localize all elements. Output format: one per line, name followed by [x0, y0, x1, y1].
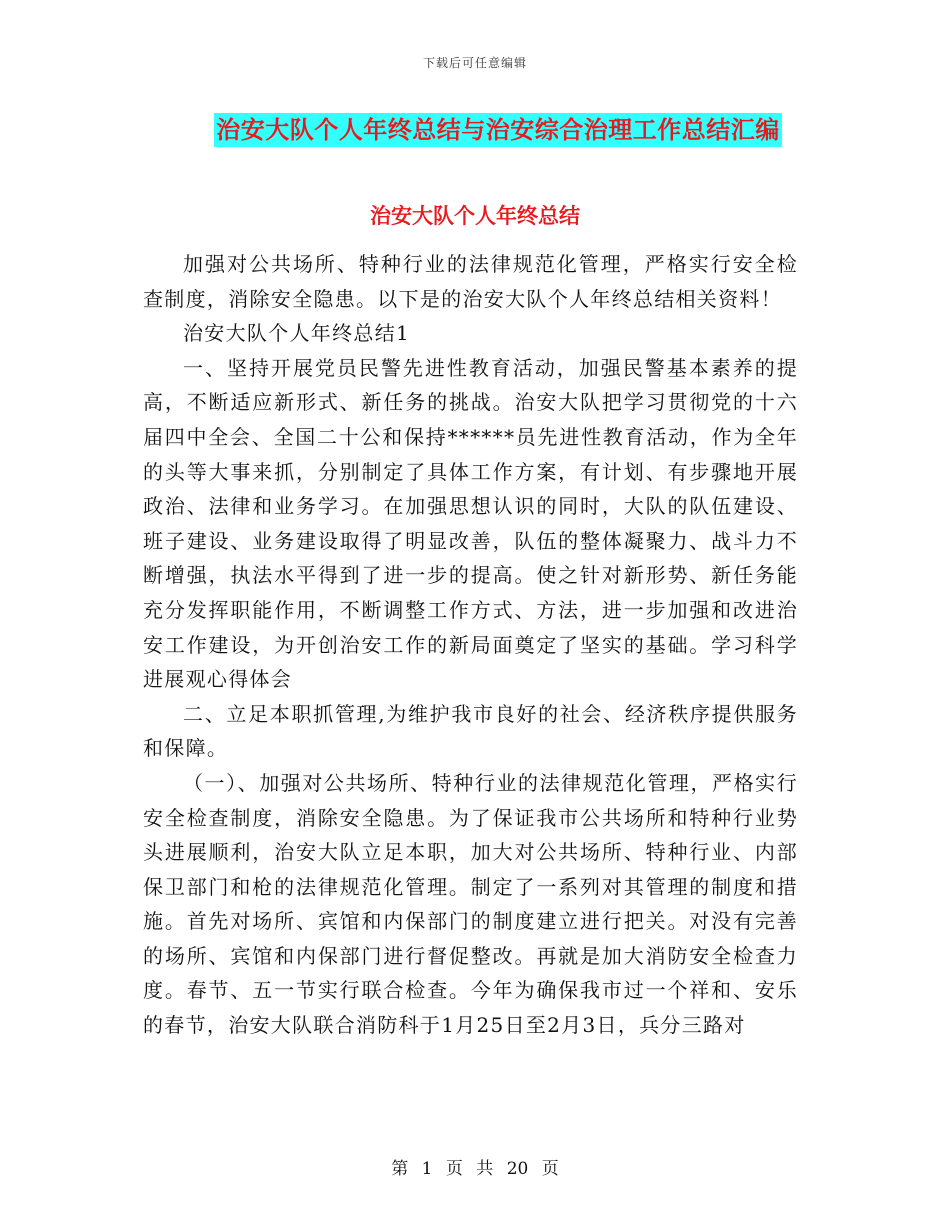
body-paragraph-point-one: 一、坚持开展党员民警先进性教育活动，加强民警基本素养的提高，不断适应新形式、新任务的挑战。治安大队把学习贯彻党的十六届四中全会、全国二十公和保持******员先进性教育活动，作为全年的头等大事来抓，分别制定了具体工作方案，有计划、有步骤地开展政治、法律和业务学习。在加强思想认识的同时，大队的队伍建设、班子建设、业务建设取得了明显改善，队伍的整体凝聚力、战斗力不断增强，执法水平得到了进一步的提高。使之针对新形势、新任务能充分发挥职能作用，不断调整工作方式、方法，进一步加强和改进治安工作建设，为开创治安工作的新局面奠定了坚实的基础。学习科学进展观心得体会 — [143, 355, 798, 692]
body-paragraph-section-heading: 治安大队个人年终总结1 — [183, 321, 411, 346]
document-title: 治安大队个人年终总结与治安综合治理工作总结汇编 — [214, 113, 782, 147]
page-number-footer: 第 1 页 共 20 页 — [391, 1159, 559, 1179]
body-paragraph-subpoint-one: （一）、加强对公共场所、特种行业的法律规范化管理，严格实行安全检查制度，消除安全隐患。为了保证我市公共场所和特种行业势头进展顺利，治安大队立足本职，加大对公共场所、特种行业、内部保卫部门和枪的法律规范化管理。制定了一系列对其管理的制度和措施。首先对场所、宾馆和内保部门的制度建立进行把关。对没有完善的场所、宾馆和内保部门进行督促整改。再就是加大消防安全检查力度。春节、五一节实行联合检查。今年为确保我市过一个祥和、安乐的春节，治安大队联合消防科于1月25日至2月3日，兵分三路对 — [143, 770, 798, 1038]
document-subtitle: 治安大队个人年终总结 — [370, 204, 580, 228]
page-header-note: 下载后可任意编辑 — [422, 56, 527, 70]
document-body — [143, 247, 798, 1043]
body-paragraph-point-two: 二、立足本职抓管理,为维护我市良好的社会、经济秩序提供服务和保障。 — [143, 701, 798, 761]
body-paragraph-intro: 加强对公共场所、特种行业的法律规范化管理，严格实行安全检查制度，消除安全隐患。以下是的治安大队个人年终总结相关资料！ — [143, 252, 798, 311]
document-title-block — [0, 113, 950, 147]
